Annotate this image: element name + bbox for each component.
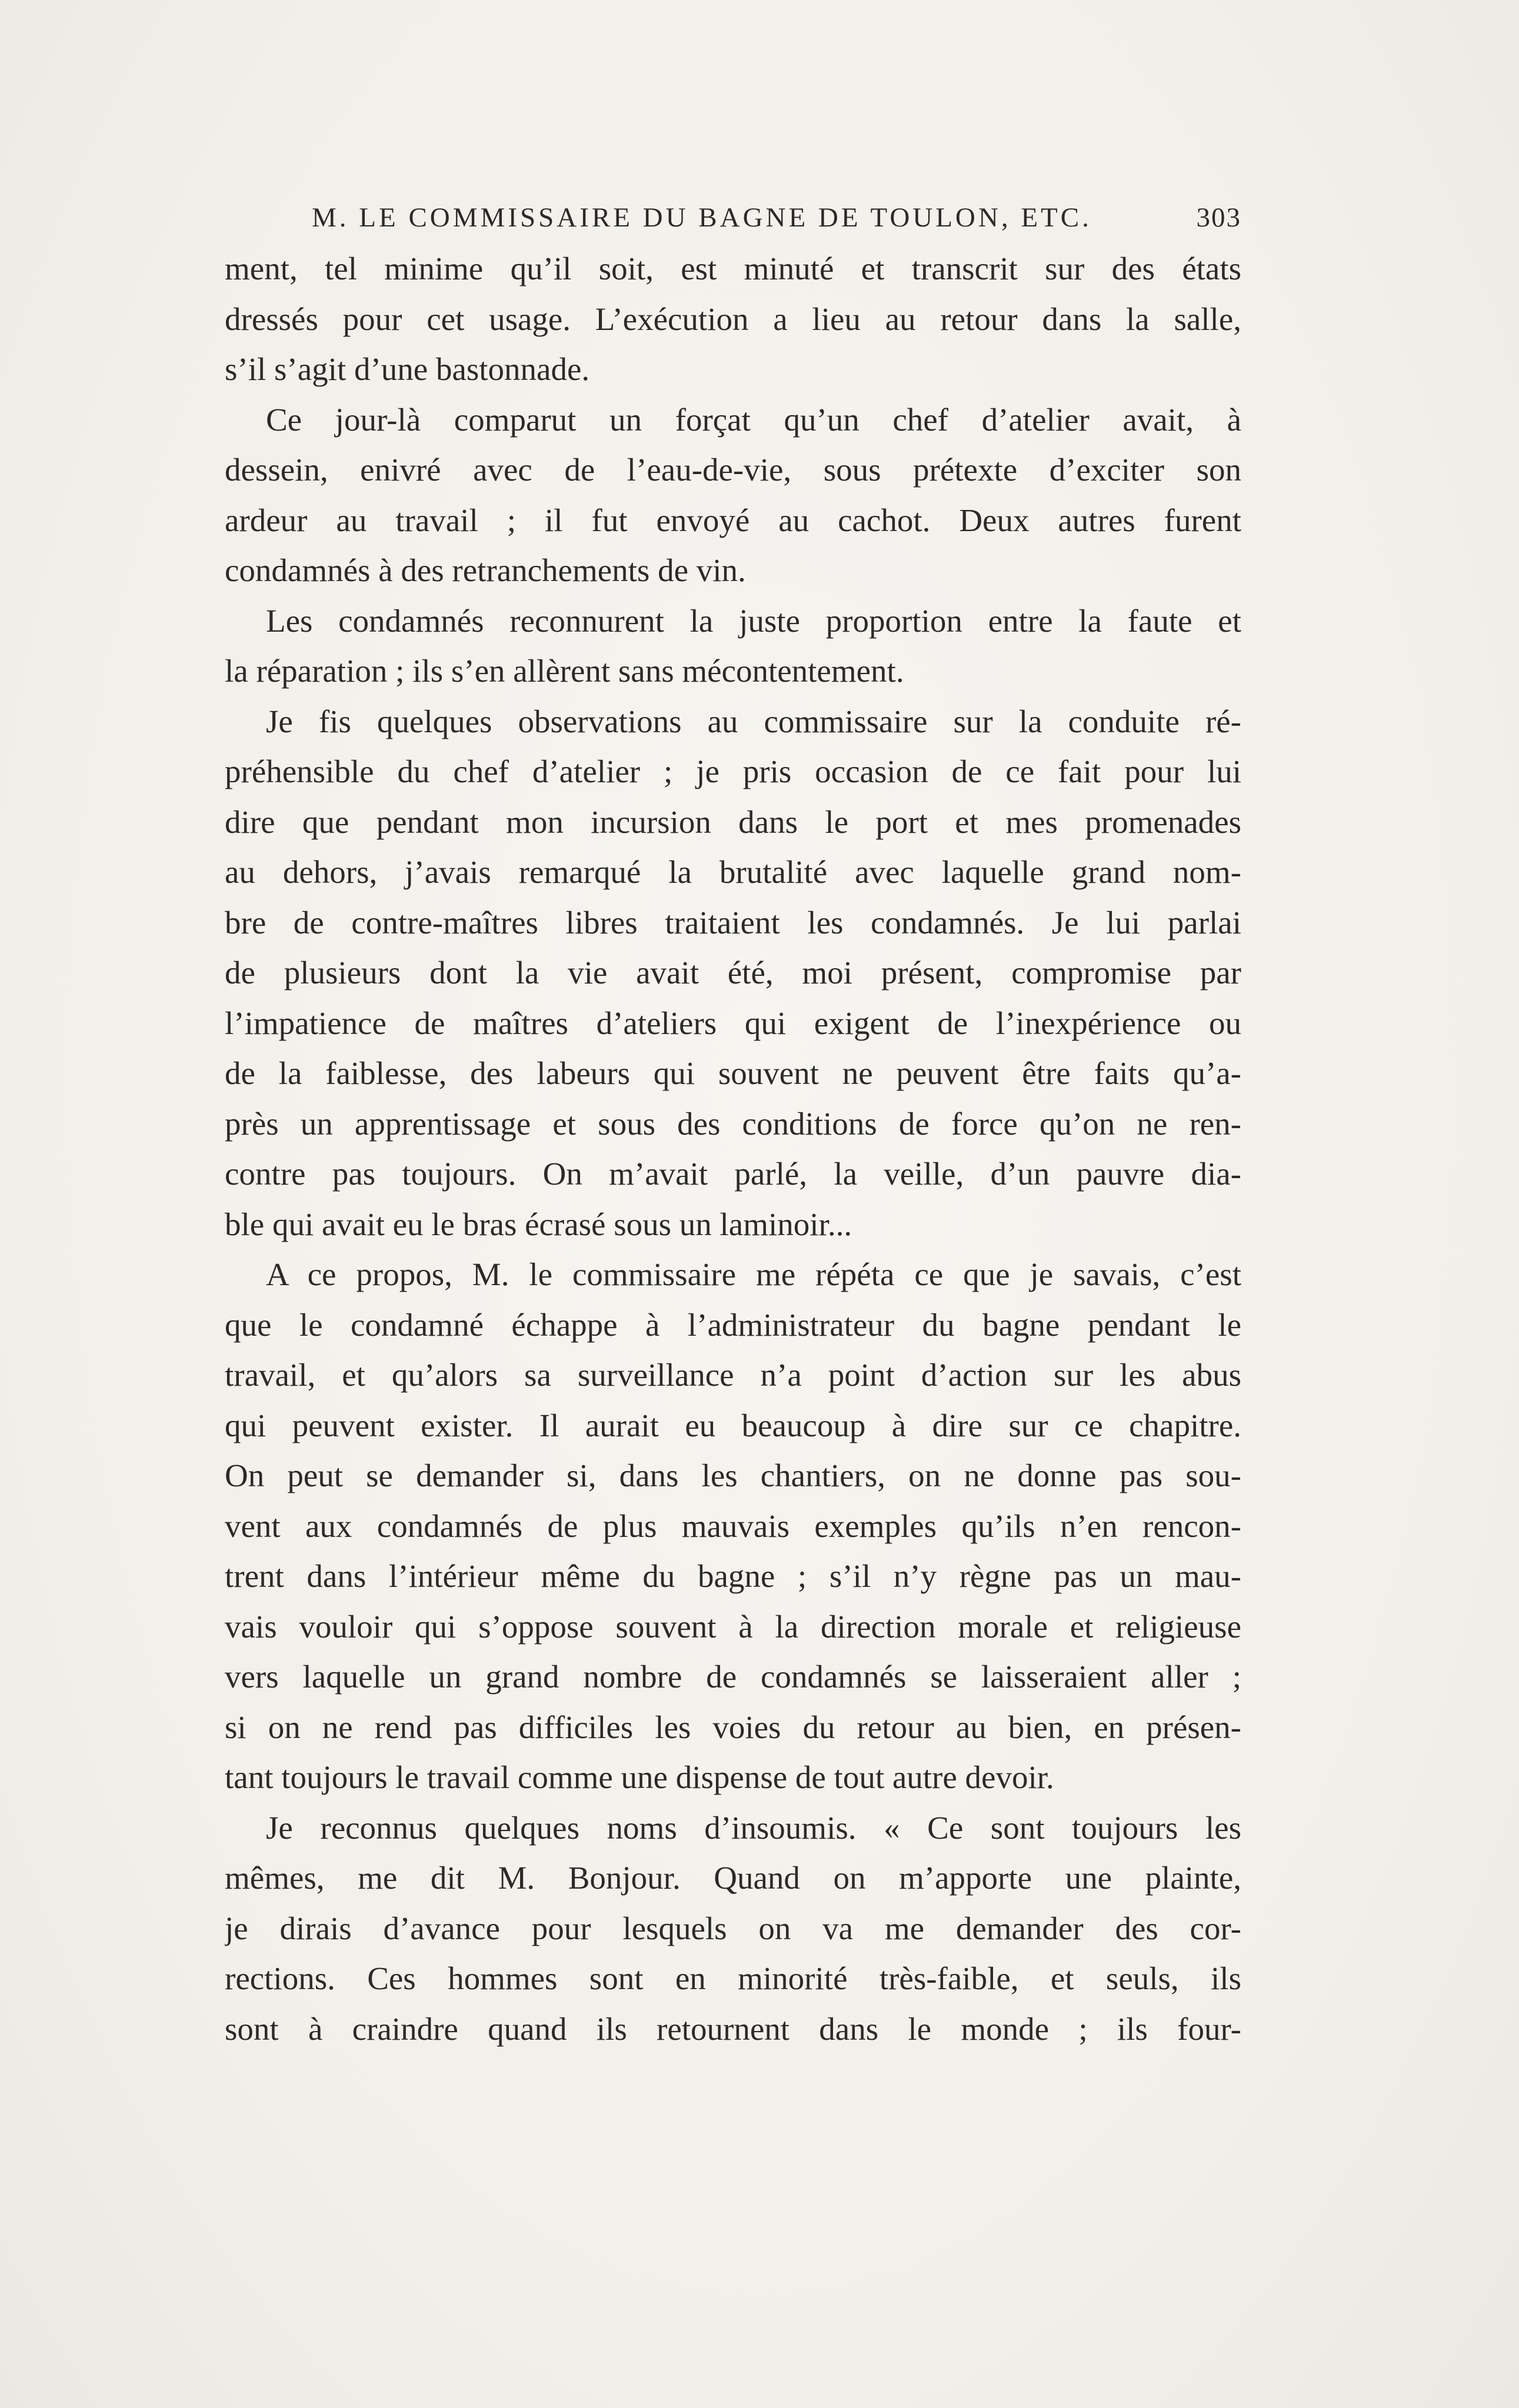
- text-line: préhensible du chef d’atelier ; je pris occasion de ce fait pour lui: [225, 753, 1241, 789]
- text-line: près un apprentissage et sous des conditions de force qu’on ne ren-: [225, 1105, 1241, 1142]
- text-line: vent aux condamnés de plus mauvais exemples qu’ils n’en rencon-: [225, 1507, 1241, 1544]
- text-line: On peut se demander si, dans les chantiers, on ne donne pas sou-: [225, 1458, 1241, 1493]
- text-line: si on ne rend pas difficiles les voies du retour au bien, en présen-: [225, 1709, 1241, 1745]
- text-line: bre de contre-maîtres libres traitaient les condamnés. Je lui parlai: [225, 904, 1241, 940]
- text-line: l’impatience de maîtres d’ateliers qui exigent de l’inexpérience ou: [225, 1005, 1241, 1041]
- text-line: sont à craindre quand ils retournent dans le monde ; ils four-: [225, 2010, 1241, 2047]
- text-line: Les condamnés reconnurent la juste proportion entre la faute et: [266, 602, 1241, 639]
- text-line: de plusieurs dont la vie avait été, moi présent, compromise par: [225, 955, 1241, 990]
- text-line: dire que pendant mon incursion dans le port et mes promenades: [225, 803, 1241, 840]
- text-line: Je reconnus quelques noms d’insoumis. « Ce sont toujours les: [266, 1809, 1241, 1846]
- text-line: condamnés à des retranchements de vin.: [225, 552, 746, 588]
- text-line: qui peuvent exister. Il aurait eu beaucoup à dire sur ce chapitre.: [225, 1407, 1241, 1443]
- text-line: je dirais d’avance pour lesquels on va me demander des cor-: [225, 1910, 1241, 1946]
- text-line: s’il s’agit d’une bastonnade.: [225, 351, 590, 387]
- text-line: vais vouloir qui s’oppose souvent à la direction morale et religieuse: [225, 1608, 1241, 1645]
- text-line: tant toujours le travail comme une dispense de tout autre devoir.: [225, 1759, 1054, 1795]
- running-head: [312, 197, 1241, 238]
- text-line: au dehors, j’avais remarqué la brutalité avec laquelle grand nom-: [225, 854, 1241, 890]
- text-line: dessein, enivré avec de l’eau-de-vie, sous prétexte d’exciter son: [225, 452, 1241, 488]
- text-line: vers laquelle un grand nombre de condamnés se laisseraient aller ;: [225, 1659, 1241, 1695]
- text-line: que le condamné échappe à l’administrateur du bagne pendant le: [225, 1306, 1241, 1343]
- text-line: travail, et qu’alors sa surveillance n’a point d’action sur les abus: [225, 1357, 1241, 1393]
- text-line: A ce propos, M. le commissaire me répéta ce que je savais, c’est: [266, 1256, 1241, 1292]
- running-head-title: M. LE COMMISSAIRE DU BAGNE DE TOULON, ETC.: [312, 202, 1092, 233]
- text-line: ardeur au travail ; il fut envoyé au cachot. Deux autres furent: [225, 502, 1241, 538]
- text-line: ment, tel minime qu’il soit, est minuté et transcrit sur des états: [225, 251, 1241, 286]
- text-line: ble qui avait eu le bras écrasé sous un laminoir...: [225, 1206, 852, 1242]
- text-line: de la faiblesse, des labeurs qui souvent ne peuvent être faits qu’a-: [225, 1055, 1241, 1091]
- text-line: Je fis quelques observations au commissaire sur la conduite ré-: [266, 703, 1241, 739]
- page-number: 303: [1196, 202, 1241, 233]
- text-line: la réparation ; ils s’en allèrent sans mécontentement.: [225, 653, 904, 689]
- text-line: dressés pour cet usage. L’exécution a lieu au retour dans la salle,: [225, 301, 1241, 337]
- text-line: mêmes, me dit M. Bonjour. Quand on m’apporte une plainte,: [225, 1860, 1241, 1896]
- body-text: [225, 244, 1241, 2054]
- text-line: Ce jour-là comparut un forçat qu’un chef d’atelier avait, à: [266, 401, 1241, 438]
- text-line: trent dans l’intérieur même du bagne ; s’il n’y règne pas un mau-: [225, 1558, 1241, 1594]
- text-line: rections. Ces hommes sont en minorité très-faible, et seuls, ils: [225, 1960, 1241, 1996]
- text-line: contre pas toujours. On m’avait parlé, la veille, d’un pauvre dia-: [225, 1156, 1241, 1192]
